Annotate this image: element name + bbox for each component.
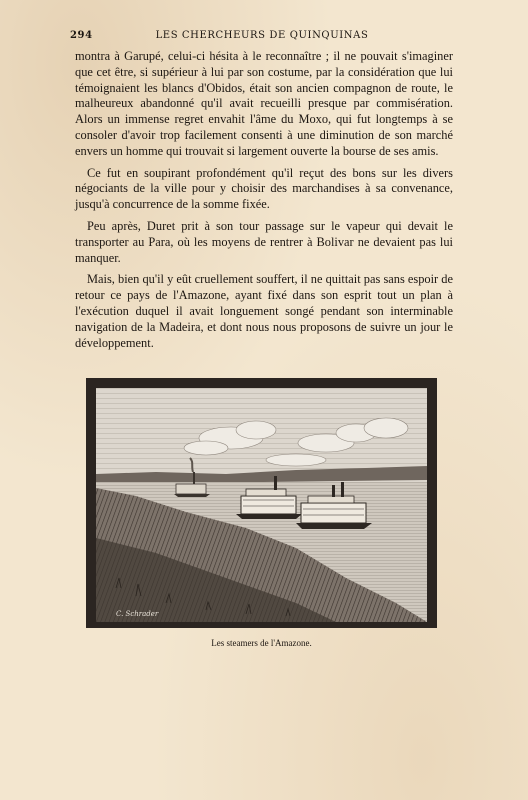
figure-caption: Les steamers de l'Amazone. bbox=[211, 638, 312, 648]
running-title: LES CHERCHEURS DE QUINQUINAS bbox=[155, 30, 369, 41]
engraving-illustration bbox=[86, 378, 437, 628]
paragraph: montra à Garupé, celui-ci hésita à le reconnaître ; il ne pouvait s'imaginer que cet être, si supérieur à lui par son costume, par la considération que lui témoignaient les blancs d'Obidos, était son ancien compagnon de route, le malheureux abandonné qu'il avait recueilli presque par commisération. Alors un immense regret envahit l'âme du Moxo, qui fut longtemps à se consoler d'avoir trop facilement consenti à une diminution de son marché envers un homme qui trouvait si largement ouverte la bourse de ses amis. bbox=[75, 49, 453, 158]
paragraph: Peu après, Duret prit à son tour passage sur le vapeur qui devait le transporter au Para, où les moyens de rentrer à Bolivar ne devaient pas lui manquer. bbox=[75, 218, 453, 265]
paragraph: Mais, bien qu'il y eût cruellement souffert, il ne quittait pas sans espoir de retour ce pays de l'Amazone, ayant fixé dans son esprit tout un plan à l'exécution duquel il avait longuement songé pendant son interminable navigation de la Madeira, et dont nous nous proposons de suivre un jour le développement. bbox=[75, 272, 453, 350]
engraver-signature: C. Schrader bbox=[116, 610, 159, 618]
page-number: 294 bbox=[70, 30, 93, 41]
steamers-engraving bbox=[96, 388, 427, 622]
page-header bbox=[70, 30, 454, 44]
body-text bbox=[75, 49, 453, 357]
paragraph: Ce fut en soupirant profondément qu'il reçut des bons sur les divers négociants de la ville pour y choisir des marchandises à sa convenance, jusqu'à concurrence de la somme fixée. bbox=[75, 165, 453, 212]
